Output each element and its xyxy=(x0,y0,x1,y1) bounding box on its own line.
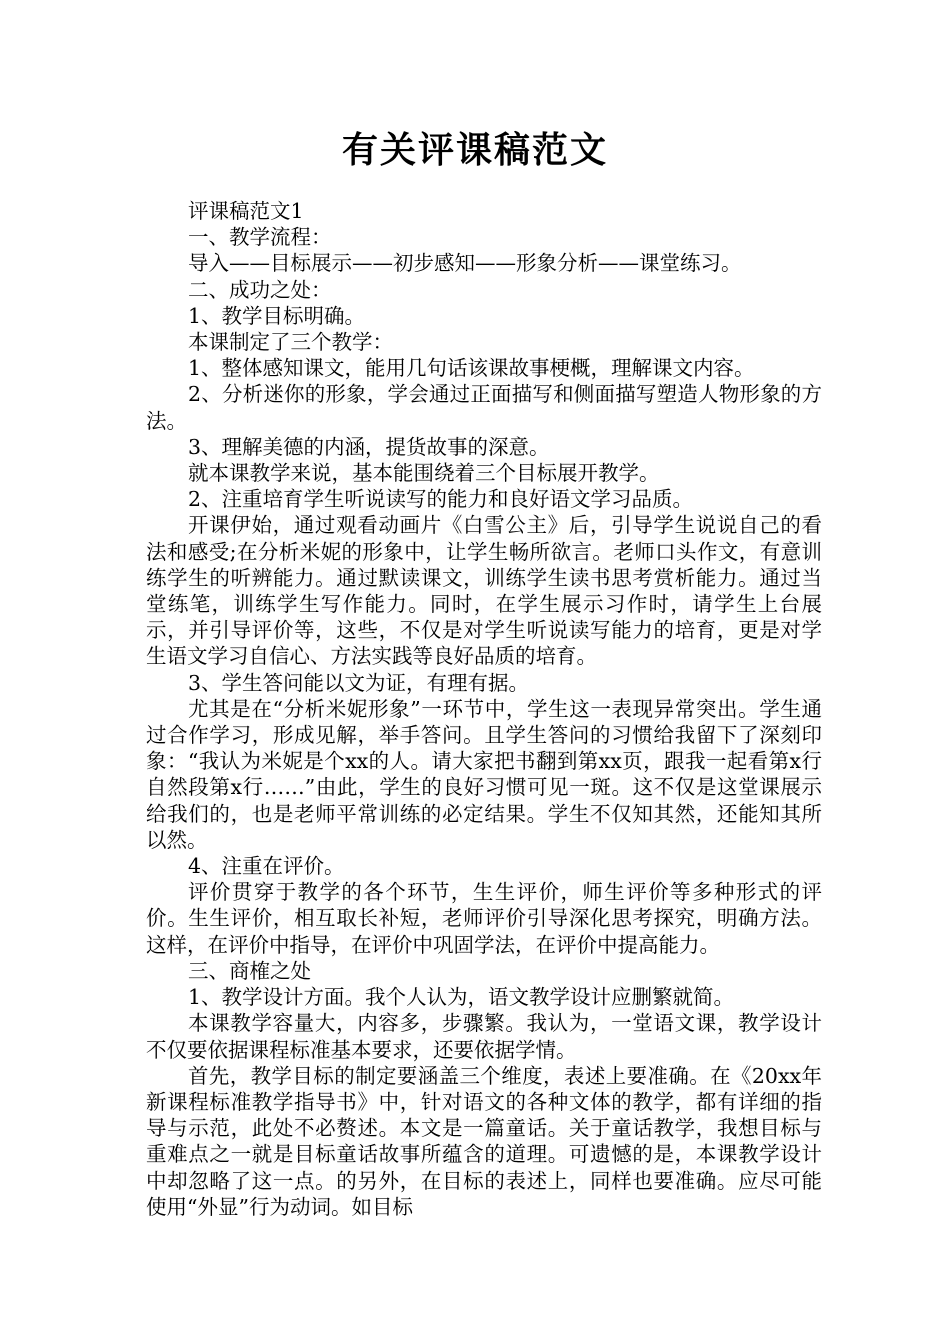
paragraph: 一、教学流程： xyxy=(188,225,332,250)
paragraph: 4、注重在评价。 xyxy=(188,854,345,879)
paragraph: 导入——目标展示——初步感知——形象分析——课堂练习。 xyxy=(188,251,742,276)
paragraph: 二、成功之处： xyxy=(188,277,332,302)
paragraph: 1、整体感知课文，能用几句话该课故事梗概，理解课文内容。 xyxy=(188,356,755,381)
document-body xyxy=(146,198,822,1220)
paragraph: 评课稿范文1 xyxy=(188,199,304,223)
paragraph: 3、理解美德的内涵，提货故事的深意。 xyxy=(188,434,550,459)
paragraph: 就本课教学来说，基本能围绕着三个目标展开教学。 xyxy=(188,461,660,486)
paragraph: 尤其是在“分析米妮形象”一环节中，学生这一表现异常突出。学生通过合作学习，形成见解，举手答问。且学生答问的习惯给我留下了深刻印象：“我认为米妮是个xx的人。请大家把书翻到第xx页，跟我一起看第x行自然段第x行……”由此，学生的良好习惯可见一斑。这不仅是这堂课展示给我们的，也是老师平常训练的必定结果。学生不仅知其然，还能知其所以然。 xyxy=(146,696,822,852)
paragraph: 评价贯穿于教学的各个环节，生生评价，师生评价等多种形式的评价。生生评价，相互取长补短，老师评价引导深化思考探究，明确方法。这样，在评价中指导，在评价中巩固学法，在评价中提高能力。 xyxy=(146,880,822,957)
paragraph: 2、分析迷你的形象，学会通过正面描写和侧面描写塑造人物形象的方法。 xyxy=(146,382,822,433)
paragraph: 开课伊始，通过观看动画片《白雪公主》后，引导学生说说自己的看法和感受;在分析米妮的形象中，让学生畅所欲言。老师口头作文，有意训练学生的听辨能力。通过默读课文，训练学生读书思考赏析能力。通过当堂练笔，训练学生写作能力。同时，在学生展示习作时，请学生上台展示，并引导评价等，这些，不仅是对学生听说读写能力的培育，更是对学生语文学习自信心、方法实践等良好品质的培育。 xyxy=(146,513,822,669)
document-title: 有关评课稿范文 xyxy=(341,130,608,171)
paragraph: 2、注重培育学生听说读写的能力和良好语文学习品质。 xyxy=(188,487,694,512)
paragraph: 首先，教学目标的制定要涵盖三个维度，表述上要准确。在《20xx年新课程标准教学指导书》中，针对语文的各种文体的教学，都有详细的指导与示范，此处不必赘述。本文是一篇童话。关于童话教学，我想目标与重难点之一就是目标童话故事所蕴含的道理。可遗憾的是，本课教学设计中却忽略了这一点。的另外，在目标的表述上，同样也要准确。应尽可能使用“外显”行为动词。如目标 xyxy=(146,1063,822,1219)
paragraph: 三、商榷之处 xyxy=(188,958,311,983)
paragraph: 1、教学设计方面。我个人认为，语文教学设计应删繁就简。 xyxy=(188,985,735,1010)
paragraph: 本课制定了三个教学： xyxy=(188,330,393,355)
paragraph: 1、教学目标明确。 xyxy=(188,303,366,328)
paragraph: 3、学生答问能以文为证，有理有据。 xyxy=(188,670,530,695)
paragraph: 本课教学容量大，内容多，步骤繁。我认为，一堂语文课，教学设计不仅要依据课程标准基本要求，还要依据学情。 xyxy=(146,1011,822,1062)
